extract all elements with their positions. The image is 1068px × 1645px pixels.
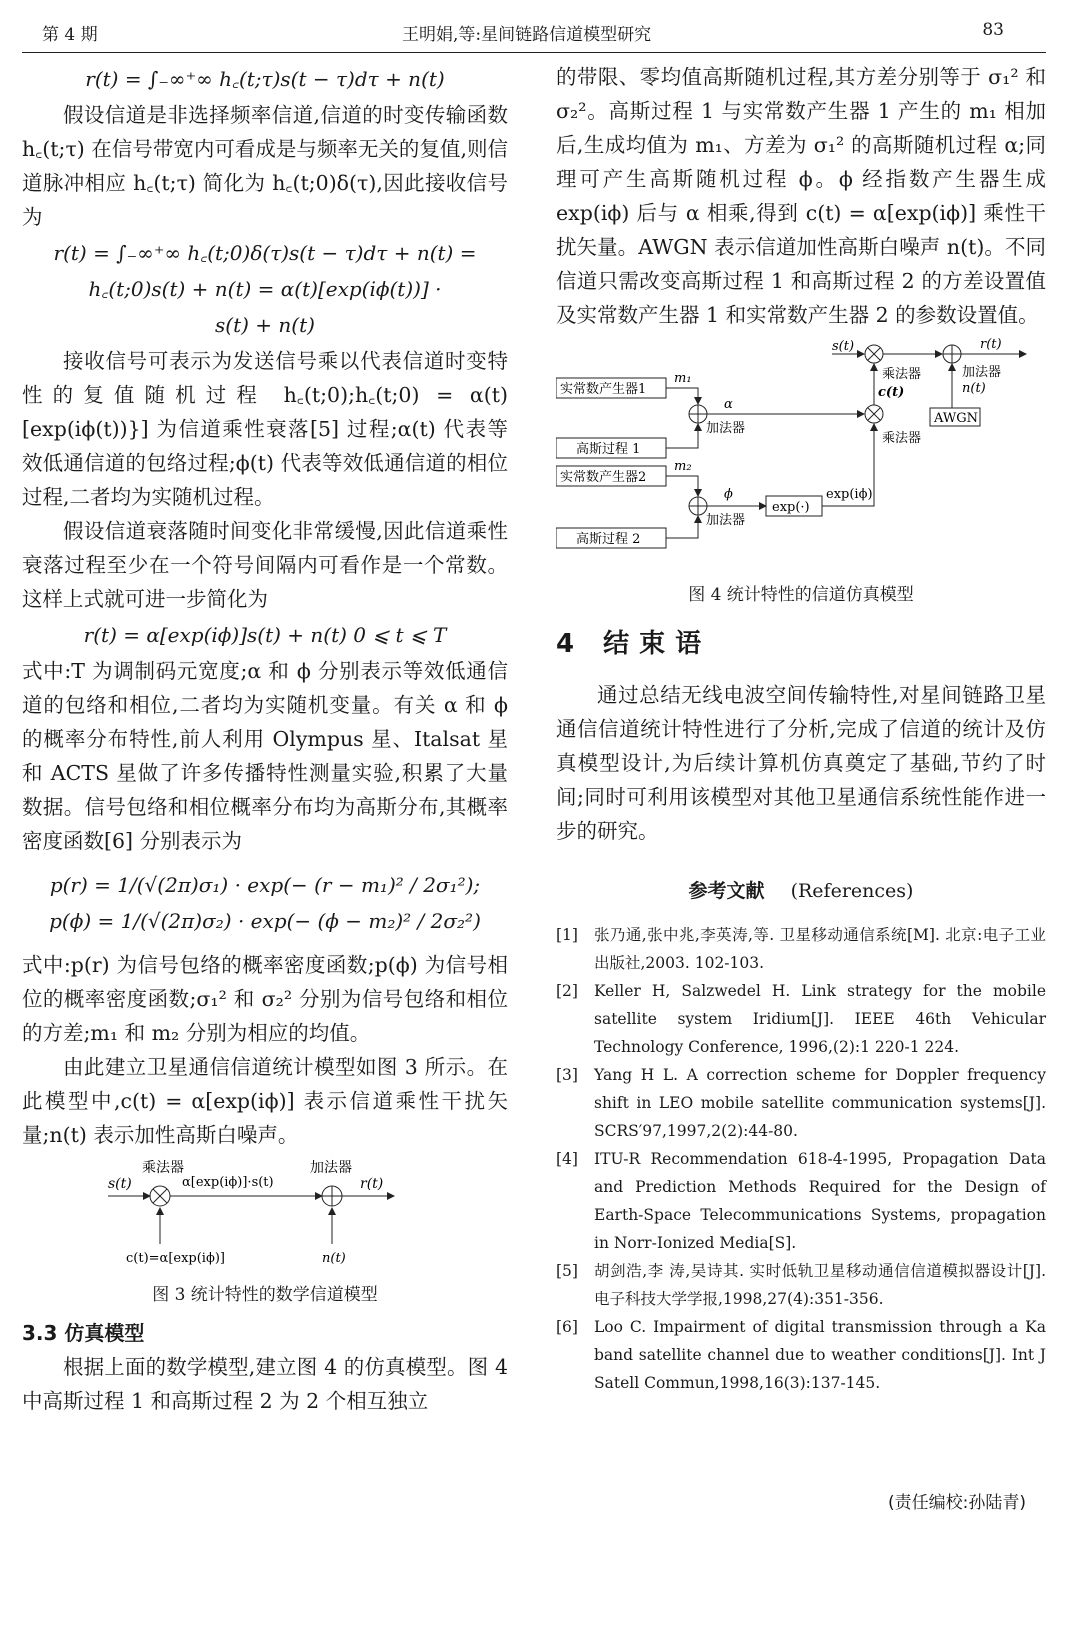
paragraph: 假设信道衰落随时间变化非常缓慢,因此信道乘性衰落过程至少在一个符号间隔内可看作是一个常数。这样上式就可进一步简化为 [22, 519, 508, 611]
exp-label: exp(·) [772, 500, 810, 515]
multiplier-label: 乘法器 [142, 1160, 184, 1176]
equation-4: p(r) = 1/(√(2π)σ₁) · exp(− (r − m₁)² / 2σ₁²); [49, 873, 481, 897]
paragraph: 假设信道是非选择频率信道,信道的时变传输函数 h꜀(t;τ) 在信号带宽内可看成是与频率无关的复值,则信道脉冲相应 h꜀(t;τ) 简化为 h꜀(t;0)δ(τ),因此接收信号为 [22, 103, 508, 229]
figure-4-diagram [556, 338, 1046, 568]
gp2-label: 高斯过程 2 [576, 532, 641, 547]
alpha-label: α [724, 397, 733, 412]
nt-label: n(t) [322, 1251, 346, 1266]
figure-3-diagram [22, 1158, 508, 1268]
rc2-label: 实常数产生器2 [560, 470, 647, 485]
st-label: s(t) [108, 1176, 132, 1192]
references-heading [556, 876, 1046, 903]
reference-item: [1] 张乃通,张中兆,李英涛,等. 卫星移动通信系统[M]. 北京:电子工业出版社,2003. 102-103. [556, 926, 1046, 972]
reference-item: [6] Loo C. Impairment of digital transmission through a Ka band satellite channel due to weather conditions[J]. Int J Satell Commun,1998,16(3):137-145. [556, 1318, 1046, 1392]
reference-item: [4] ITU-R Recommendation 618-4-1995, Propagation Data and Prediction Methods Required for the Design of Earth-Space Telecommunications Systems, propagation in Norr-Ionized Media[S]. [556, 1150, 1046, 1252]
paragraph: 通过总结无线电波空间传输特性,对星间链路卫星通信信道统计特性进行了分析,完成了信道的统计及仿真模型设计,为后续计算机仿真奠定了基础,节约了时间;同时可利用该模型对其他卫星通信系统性能作进一步的研究。 [556, 683, 1046, 843]
editor-note: (责任编校:孙陆青) [888, 1493, 1026, 1513]
paragraph: 由此建立卫星通信信道统计模型如图 3 所示。在此模型中,c(t) = α[exp(iϕ)] 表示信道乘性干扰矢量;n(t) 表示加性高斯白噪声。 [22, 1055, 508, 1147]
phi-label: ϕ [724, 487, 733, 502]
ct-label: c(t) [878, 385, 905, 400]
figure-4-caption: 图 4 统计特性的信道仿真模型 [688, 585, 914, 605]
section-3-3-heading: 3.3 仿真模型 [22, 1321, 145, 1345]
equation-3: r(t) = α[exp(iϕ)]s(t) + n(t) 0 ⩽ t ⩽ T [83, 623, 447, 647]
running-title: 王明娟,等:星间链路信道模型研究 [402, 25, 652, 45]
adder-1-label: 加法器 [706, 421, 746, 436]
paragraph: 式中:T 为调制码元宽度;α 和 ϕ 分别表示等效低通信道的包络和相位,二者均为实随机变量。有关 α 和 ϕ 的概率分布特性,前人利用 Olympus 星、Italsat 星和 ACTS 星做了许多传播特性测量实验,积累了大量数据。信号包络和相位概率分布均为高斯分布,其概率密度函数[6] 分别表示为 [22, 659, 508, 853]
references-title-en: (References) [790, 880, 914, 902]
figure-3-caption: 图 3 统计特性的数学信道模型 [152, 1285, 378, 1305]
adder-3-label: 加法器 [962, 365, 1002, 380]
equation-5: p(ϕ) = 1/(√(2π)σ₂) · exp(− (ϕ − m₂)² / 2σ₂²) [49, 909, 481, 933]
paragraph: 的带限、零均值高斯随机过程,其方差分别等于 σ₁² 和 σ₂²。高斯过程 1 与实常数产生器 1 产生的 m₁ 相加后,生成均值为 m₁、方差为 σ₁² 的高斯随机过程 α;同理可产生高斯随机过程 ϕ。ϕ 经指数产生器生成 exp(iϕ) 后与 α 相乘,得到 c(t) = α[exp(iϕ)] 乘性干扰矢量。AWGN 表示信道加性高斯白噪声 n(t)。不同信道只需改变高斯过程 1 和高斯过程 2 的方差设置值及实常数产生器 1 和实常数产生器 2 的参数设置值。 [556, 65, 1046, 327]
page-header [22, 18, 1046, 53]
figure-3 [22, 1158, 508, 1272]
right-column [556, 60, 1046, 1397]
adder-label: 加法器 [310, 1160, 352, 1176]
left-column [22, 60, 508, 1418]
ct-label: c(t)=α[exp(iϕ)] [126, 1251, 225, 1266]
paragraph: 根据上面的数学模型,建立图 4 的仿真模型。图 4 中高斯过程 1 和高斯过程 2 为 2 个相互独立 [22, 1355, 508, 1413]
section-4-heading: 4 结束语 [556, 629, 712, 659]
product-label: α[exp(iϕ)]·s(t) [182, 1175, 274, 1190]
gp1-label: 高斯过程 1 [576, 442, 641, 457]
page-number: 83 [982, 20, 1004, 40]
multiplier-1-label: 乘法器 [882, 367, 922, 382]
references-title: 参考文献 [688, 880, 765, 902]
equation-2b: h꜀(t;0)s(t) + n(t) = α(t)[exp(iϕ(t))] · [88, 277, 442, 301]
adder-2-label: 加法器 [706, 513, 746, 528]
equation-2a: r(t) = ∫₋∞⁺∞ h꜀(t;0)δ(τ)s(t − τ)dτ + n(t) = [53, 241, 477, 265]
m2-label: m₂ [674, 459, 692, 474]
rt-label: r(t) [360, 1176, 384, 1192]
multiplier-2-label: 乘法器 [882, 431, 922, 446]
equation-1: r(t) = ∫₋∞⁺∞ h꜀(t;τ)s(t − τ)dτ + n(t) [85, 67, 445, 91]
m1-label: m₁ [674, 371, 692, 386]
reference-item: [3] Yang H L. A correction scheme for Doppler frequency shift in LEO mobile satellite communication systems[J]. SCRS′97,1997,2(2):44-80. [556, 1066, 1046, 1140]
paragraph: 式中:p(r) 为信号包络的概率密度函数;p(ϕ) 为信号相位的概率密度函数;σ₁² 和 σ₂² 分别为信号包络和相位的方差;m₁ 和 m₂ 分别为相应的均值。 [22, 953, 508, 1045]
issue-number: 第 4 期 [42, 25, 98, 45]
expphi-label: exp(iϕ) [826, 487, 873, 502]
rt-label: r(t) [980, 338, 1002, 352]
reference-item: [2] Keller H, Salzwedel H. Link strategy for the mobile satellite system Iridium[J]. IEEE 46th Vehicular Technology Conference, 1996,(2):1 220-1 224. [556, 982, 1046, 1056]
reference-list [556, 921, 1046, 1397]
awgn-label: AWGN [934, 411, 978, 426]
paragraph: 接收信号可表示为发送信号乘以代表信道时变特性的复值随机过程 h꜀(t;0);h꜀(t;0) = α(t)[exp(iϕ(t))}] 为信道乘性衰落[5] 过程;α(t) 代表等效低通信道的包络过程;ϕ(t) 代表等效低通信道的相位过程,二者均为实随机过程。 [22, 349, 508, 509]
equation-2c: s(t) + n(t) [215, 313, 315, 337]
rc1-label: 实常数产生器1 [560, 382, 647, 397]
reference-item: [5] 胡剑浩,李 涛,吴诗其. 实时低轨卫星移动通信信道模拟器设计[J]. 电子科技大学学报,1998,27(4):351-356. [556, 1262, 1046, 1308]
figure-4 [556, 338, 1046, 572]
nt-label: n(t) [962, 381, 986, 396]
st-label: s(t) [832, 339, 855, 354]
